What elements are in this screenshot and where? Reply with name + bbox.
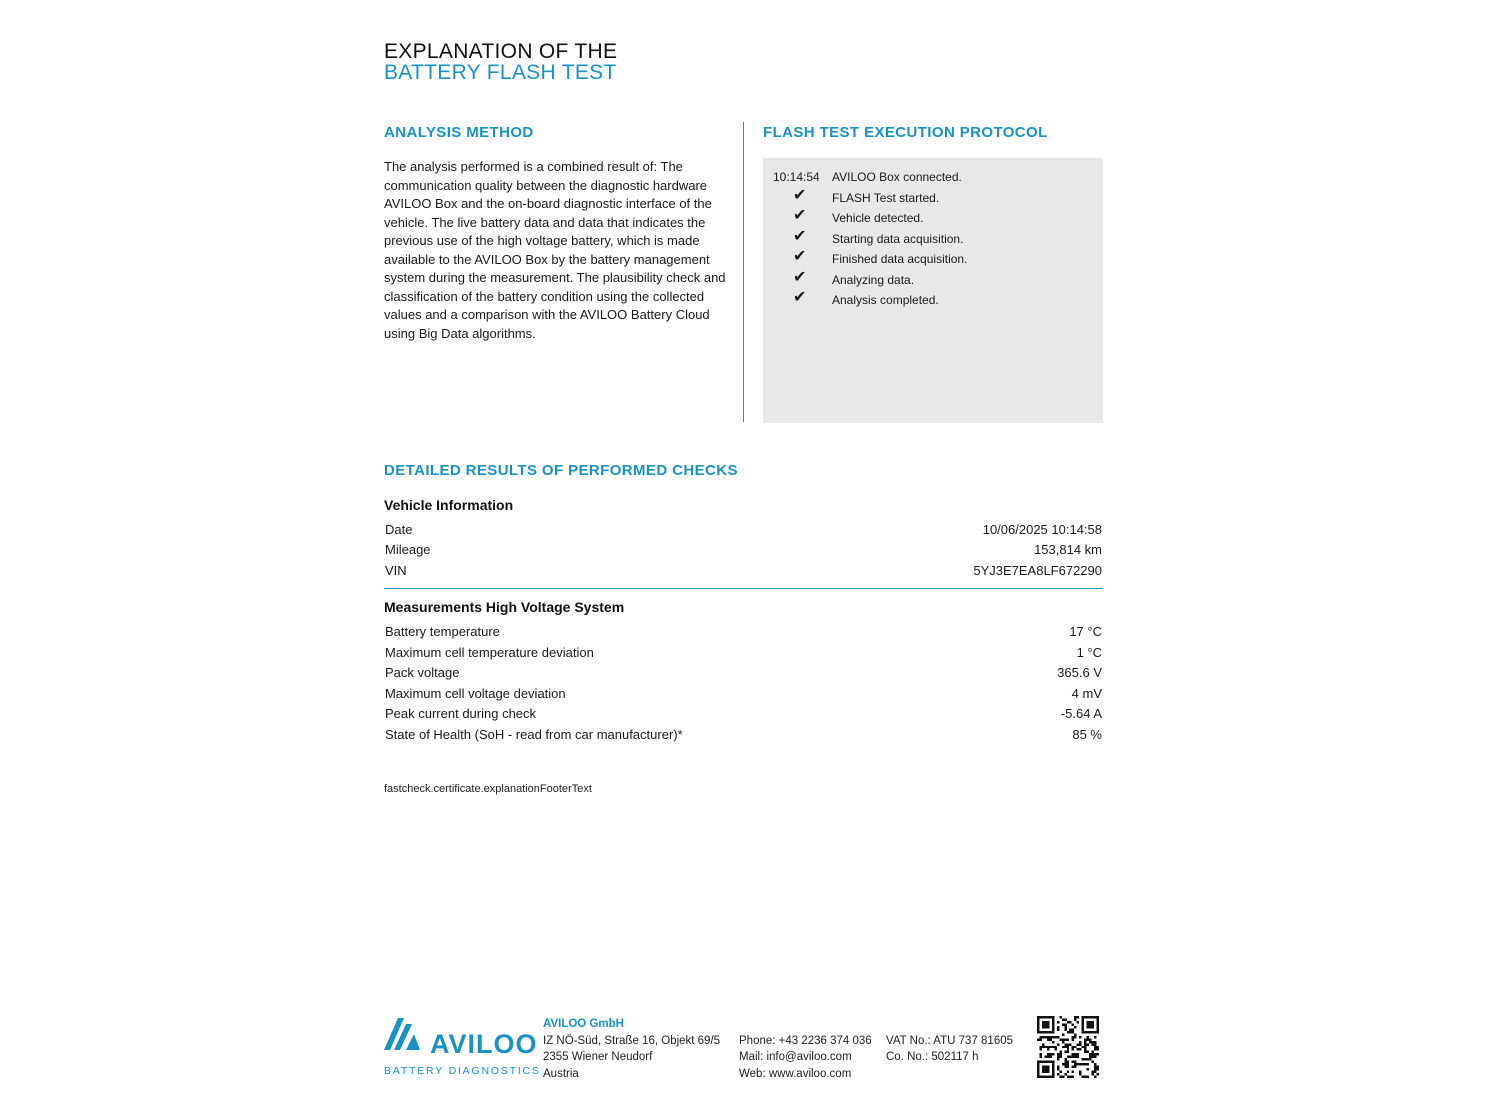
row-value: 365.6 V — [1057, 665, 1102, 680]
footer-registration — [886, 1033, 1013, 1066]
row-value: 85 % — [1072, 727, 1102, 742]
protocol-message: Analysis completed. — [832, 293, 939, 307]
table-row — [385, 563, 1102, 583]
footer-address — [543, 1016, 720, 1082]
address-line: IZ NÖ-Süd, Straße 16, Objekt 69/5 — [543, 1034, 721, 1047]
checkmark-icon: ✔ — [793, 268, 807, 286]
company-number-text: Co. No.: 502117 h — [886, 1051, 979, 1063]
page-title-line2: BATTERY FLASH TEST — [384, 61, 617, 84]
analysis-method-text: The analysis performed is a combined result of: The communication quality between the diagnostic hardware AVILOO Box and the on-board diagnostic interface of the vehicle. The live battery data and data that indicates the previous use of the high voltage battery, which is made available to the AVILOO Box by the battery management system during the measurement. The plausibility check and classification of the battery condition using the collected values and a comparison with the AVILOO Battery Cloud using Big Data algorithms. — [384, 159, 726, 341]
protocol-message: FLASH Test started. — [832, 190, 940, 205]
protocol-message: Analyzing data. — [832, 272, 915, 287]
page-footer — [384, 1012, 1103, 1082]
footer-contact — [739, 1033, 872, 1083]
row-value: 17 °C — [1069, 624, 1102, 639]
phone-text: Phone: +43 2236 374 036 — [739, 1034, 872, 1047]
mail-link[interactable]: Mail: info@aviloo.com — [739, 1051, 852, 1063]
protocol-time: 10:14:54 — [773, 170, 820, 184]
row-label: Peak current during check — [385, 706, 537, 721]
row-label: Maximum cell temperature deviation — [385, 645, 594, 660]
web-link[interactable]: Web: www.aviloo.com — [739, 1067, 852, 1080]
page-title-line1: EXPLANATION OF THE — [384, 40, 618, 63]
checkmark-icon: ✔ — [793, 186, 807, 204]
table-row — [385, 665, 1102, 685]
address-line: 2355 Wiener Neudorf — [543, 1051, 653, 1063]
row-value: 5YJ3E7EA8LF672290 — [973, 563, 1102, 578]
logo-wordmark: AVILOO — [430, 1029, 538, 1059]
table-row — [385, 542, 1102, 562]
section-divider — [384, 588, 1103, 589]
protocol-heading: FLASH TEST EXECUTION PROTOCOL — [763, 124, 1048, 141]
qr-code-icon — [1037, 1016, 1099, 1078]
row-label: Mileage — [385, 542, 431, 557]
row-value: 10/06/2025 10:14:58 — [982, 522, 1102, 537]
row-value: -5.64 A — [1060, 706, 1102, 721]
company-name: AVILOO GmbH — [543, 1018, 624, 1030]
row-label: State of Health (SoH - read from car manufacturer)* — [385, 727, 683, 742]
vehicle-info-heading: Vehicle Information — [384, 497, 514, 513]
row-value: 4 mV — [1071, 686, 1102, 701]
protocol-message: AVILOO Box connected. — [832, 170, 962, 184]
logo-tagline: BATTERY DIAGNOSTICS — [384, 1065, 541, 1077]
table-row — [385, 727, 1102, 747]
row-label: Date — [385, 522, 413, 537]
protocol-panel — [763, 158, 1103, 423]
results-heading: DETAILED RESULTS OF PERFORMED CHECKS — [384, 462, 738, 479]
table-row — [385, 686, 1102, 706]
table-row — [385, 706, 1102, 726]
checkmark-icon: ✔ — [793, 289, 807, 306]
checkmark-icon: ✔ — [793, 227, 807, 245]
row-value: 1 °C — [1076, 645, 1102, 660]
protocol-message: Finished data acquisition. — [832, 252, 968, 266]
table-row — [385, 522, 1102, 542]
table-row — [385, 624, 1102, 644]
certificate-page — [384, 0, 1103, 1117]
row-label: Pack voltage — [385, 665, 460, 680]
checkmark-icon: ✔ — [793, 207, 807, 224]
row-label: VIN — [385, 563, 407, 578]
protocol-message: Starting data acquisition. — [832, 231, 964, 246]
row-label: Battery temperature — [385, 624, 500, 639]
analysis-method-heading: ANALYSIS METHOD — [384, 124, 534, 141]
address-line: Austria — [543, 1067, 579, 1080]
column-divider — [743, 122, 744, 422]
aviloo-logo-icon — [384, 1014, 424, 1052]
measurements-heading: Measurements High Voltage System — [384, 599, 625, 615]
vat-text: VAT No.: ATU 737 81605 — [886, 1034, 1013, 1047]
footer-note: fastcheck.certificate.explanationFooterText — [384, 783, 592, 795]
table-row — [385, 645, 1102, 665]
row-value: 153,814 km — [1034, 542, 1102, 557]
row-label: Maximum cell voltage deviation — [385, 686, 566, 701]
checkmark-icon: ✔ — [793, 248, 807, 265]
protocol-message: Vehicle detected. — [832, 211, 924, 225]
